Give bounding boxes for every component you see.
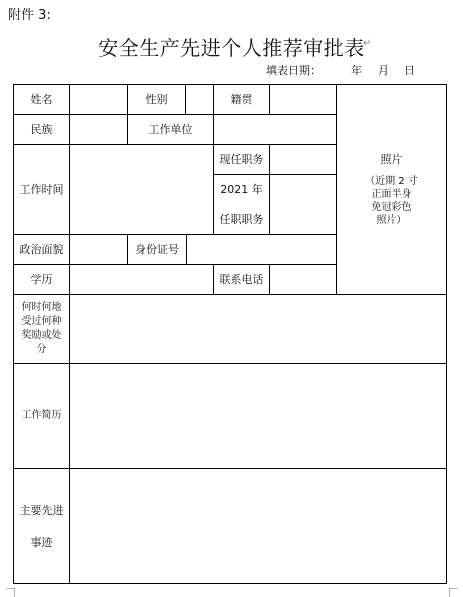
year-2021-label: 2021 年 <box>220 182 263 196</box>
gender-label: 性别 <box>145 92 168 106</box>
column-divider <box>269 144 270 234</box>
column-divider <box>185 84 186 114</box>
political-status-label: 政治面貌 <box>19 242 64 256</box>
row-divider <box>13 363 447 364</box>
page-title: 安全生产先进个人推荐审批表 <box>98 36 365 60</box>
awards-label-line: 受过何种 <box>21 316 62 327</box>
photo-note-line: 免冠彩色 <box>371 201 412 213</box>
current-post-label: 现任职务 <box>219 152 264 166</box>
date-day-label: 日 <box>404 64 415 77</box>
column-divider <box>69 84 70 584</box>
page-corner-mark <box>6 588 15 597</box>
phone-label: 联系电话 <box>219 272 264 286</box>
row-divider <box>13 468 447 469</box>
page-corner-mark <box>449 588 458 597</box>
column-divider <box>269 264 270 294</box>
education-label: 学历 <box>30 272 53 286</box>
resume-label: 工作简历 <box>21 410 62 421</box>
id-number-label: 身份证号 <box>135 242 179 256</box>
appointed-post-block <box>214 175 269 234</box>
appointed-post-label: 任职职务 <box>219 212 264 226</box>
work-unit-label: 工作单位 <box>148 122 193 136</box>
column-divider <box>186 234 187 264</box>
deeds-label <box>14 469 69 584</box>
photo-title: 照片 <box>380 152 403 166</box>
awards-label-line: 何时何地 <box>21 302 62 313</box>
photo-note-line: （近期 2 寸 <box>365 175 418 187</box>
deeds-label-line: 主要先进 <box>19 503 64 517</box>
awards-label <box>14 295 69 363</box>
column-divider <box>269 84 270 114</box>
photo-box <box>337 85 446 294</box>
work-start-label: 工作时间 <box>19 182 64 196</box>
photo-note-line: 正面半身 <box>371 188 412 200</box>
date-month-label: 月 <box>378 64 389 77</box>
native-place-label: 籍贯 <box>230 92 253 106</box>
name-label: 姓名 <box>30 92 53 106</box>
awards-label-line: 分 <box>36 344 47 355</box>
attachment-label: 附件 3: <box>8 8 51 23</box>
deeds-label-line: 事迹 <box>30 535 53 549</box>
awards-label-line: 奖励或处 <box>21 330 62 341</box>
date-year-label: 年 <box>351 64 362 77</box>
row-divider <box>13 294 447 295</box>
fill-date-label: 填表日期： <box>266 64 321 77</box>
photo-note-line: 照片） <box>376 214 407 226</box>
paragraph-mark-icon: ↵ <box>363 38 372 49</box>
ethnicity-label: 民族 <box>30 122 53 136</box>
